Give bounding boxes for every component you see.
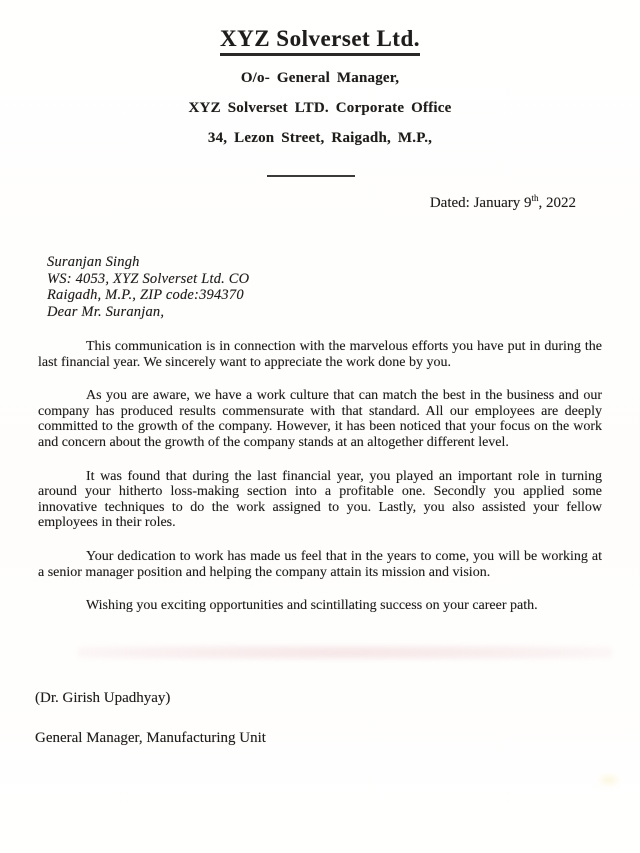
letter-body	[38, 339, 602, 614]
date-line	[0, 194, 640, 212]
scan-smear-artifact	[78, 645, 612, 660]
letterhead-office-line: O/o- General Manager,	[240, 70, 400, 86]
signature-block	[35, 690, 640, 747]
body-paragraph-5: Wishing you exciting opportunities and scintillating success on your career path.	[86, 598, 538, 614]
scan-spot-artifact	[596, 772, 622, 788]
recipient-block	[47, 254, 640, 320]
signatory-title: General Manager, Manufacturing Unit	[35, 729, 266, 746]
body-paragraph-2: As you are aware, we have a work culture that can match the best in the business and our company has produced results commensurate with that standard. All our employees are deeply committed to the growth of the company. However, it has been noticed that your focus on the work and concern about the growth of the company stands at an altogether different level.	[38, 388, 602, 450]
letterhead-divider	[267, 175, 355, 177]
date-prefix: Dated: January 9	[429, 195, 532, 211]
recipient-address-1: WS: 4053, XYZ Solverset Ltd. CO	[47, 270, 250, 287]
letterhead	[0, 26, 640, 146]
company-name: XYZ Solverset Ltd.	[220, 26, 420, 56]
letterhead-corporate-line: XYZ Solverset LTD. Corporate Office	[188, 100, 452, 116]
signatory-name: (Dr. Girish Upadhyay)	[35, 689, 171, 706]
body-paragraph-3: It was found that during the last financial year, you played an important role in turning around your hitherto loss-making section into a profitable one. Secondly you applied some innovative techniques to do the work assigned to you. Lastly, you also assisted your fellow employees in their roles.	[38, 468, 602, 531]
letterhead-address-line: 34, Lezon Street, Raigadh, M.P.,	[207, 130, 433, 146]
date-ordinal: th	[531, 193, 539, 203]
date-suffix: , 2022	[538, 195, 576, 211]
salutation: Dear Mr. Suranjan,	[47, 303, 165, 320]
recipient-name: Suranjan Singh	[47, 254, 140, 270]
recipient-address-2: Raigadh, M.P., ZIP code:394370	[47, 287, 244, 303]
body-paragraph-4: Your dedication to work has made us feel that in the years to come, you will be working at a senior manager position and helping the company attain its mission and vision.	[38, 548, 602, 580]
body-paragraph-1: This communication is in connection with the marvelous efforts you have put in during the last financial year. We sincerely want to appreciate the work done by you.	[38, 339, 602, 370]
